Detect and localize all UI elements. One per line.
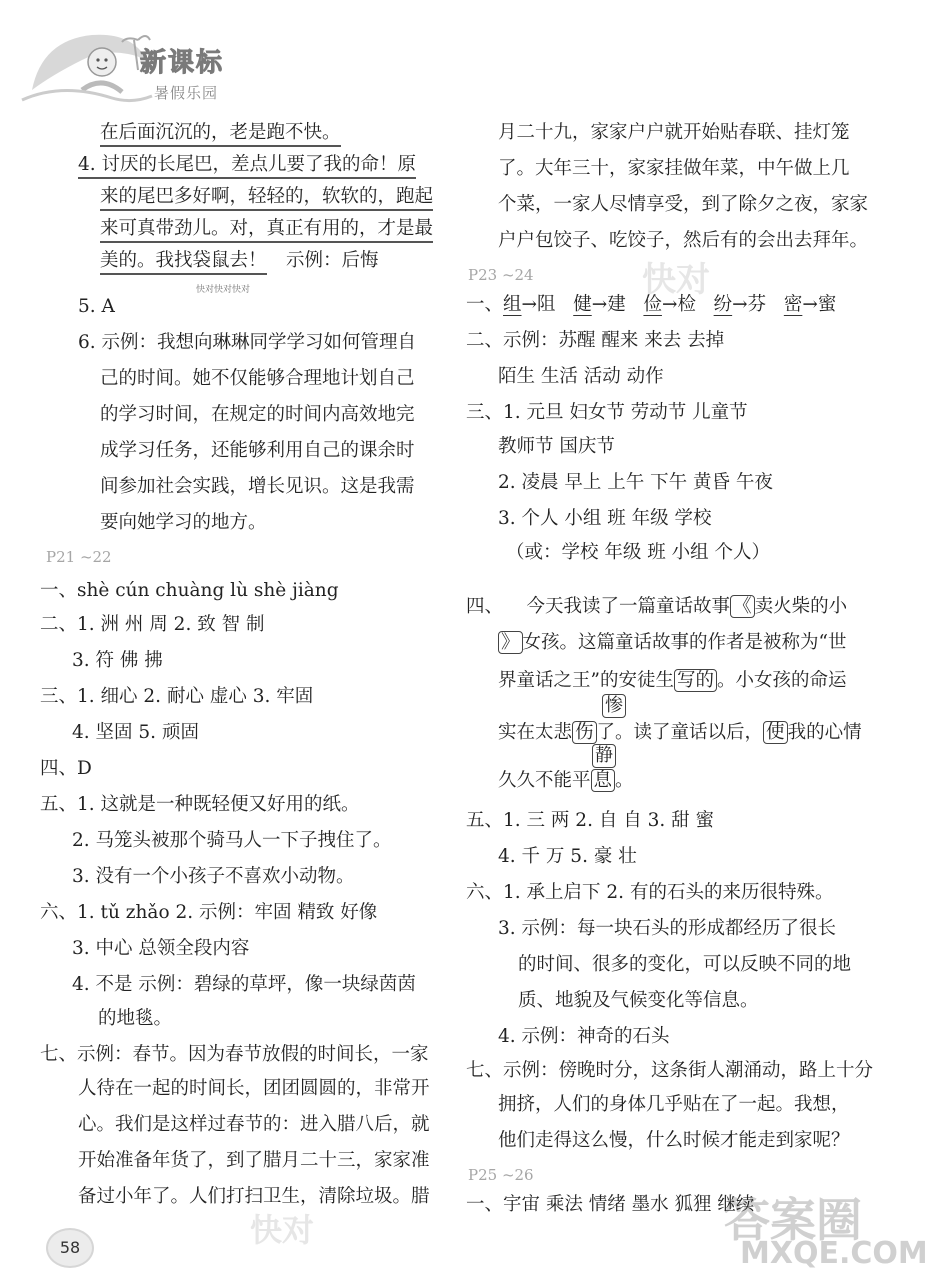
answer-line: 户户包饺子、吃饺子，然后有的会出去拜年。 [498,230,869,251]
answer-line: 在后面沉沉的，老是跑不快。 [100,120,341,146]
answer-line: 来可真带劲儿。对，真正有用的，才是最 [100,216,433,242]
answer-line: 质、地貌及气候变化等信息。 [518,990,759,1011]
q4-line: 界童话之王”的安徒生 写的 。小女孩的命运 [498,670,847,691]
answer-line: 美的。我找袋鼠去！ [100,248,267,274]
answer-line: 6. 示例：我想向琳琳同学学习如何管理自 [78,332,417,353]
answer-line: 的时间、很多的变化，可以反映不同的地 [518,954,852,975]
answer-line: 2. 马笼头被那个骑马人一下子拽住了。 [72,830,392,851]
answer-line: 五、1. 三 两 2. 自 自 3. 甜 蜜 [466,810,714,831]
answer-line: 了。大年三十，家家挂做年菜，中午做上几 [498,158,850,179]
answer-line: 七、示例：傍晚时分，这条街人潮涌动，路上十分 [466,1060,874,1081]
answer-line: 的地毯。 [98,1008,173,1029]
answer-line: 3. 没有一个小孩子不喜欢小动物。 [72,866,355,887]
section-header: P25 ~26 [468,1166,534,1184]
insert-mark: 惨 [602,694,626,718]
answer-line: 的学习时间，在规定的时间内高效地完 [100,404,415,425]
answer-line: 一、宇宙 乘法 情绪 墨水 狐狸 继续 [466,1194,755,1215]
section-header: P23 ~24 [468,266,534,284]
watermark-site-large: 答案圈 [724,1193,862,1247]
section-header: P21 ~22 [46,548,112,566]
answer-line: 备过小年了。人们打扫卫生，清除垃圾。腊 [78,1186,430,1207]
answer-line: 间参加社会实践，增长见识。这是我需 [100,476,415,497]
watermark-site-url: MXQE.COM [740,1236,928,1271]
answer-line: 人待在一起的时间长，团团圆圆的，非常开 [78,1078,430,1099]
answer-line: 3. 个人 小组 班 年级 学校 [498,508,712,529]
answer-line: 来的尾巴多好啊，轻轻的，软软的，跑起 [100,184,433,210]
answer-line: 2. 凌晨 早上 上午 下午 黄昏 午夜 [498,472,773,493]
answer-line: 一、shè cún chuàng lù shè jiàng [40,580,339,601]
answer-line: 教师节 国庆节 [498,436,615,457]
q4-line: 四、 今天我读了一篇童话故事 《 卖火柴的小 [466,596,848,617]
watermark-kuaidui-bottom: 快对 [250,1211,315,1249]
answer-line: （或：学校 年级 班 小组 个人） [506,542,771,563]
answer-line: 要向她学习的地方。 [100,512,267,533]
answer-line: 4. 讨厌的长尾巴，差点儿要了我的命！原 [78,152,416,178]
answer-line: 陌生 生活 活动 动作 [498,366,664,387]
answer-line: 六、1. tǔ zhǎo 2. 示例：牢固 精致 好像 [40,902,378,923]
answer-line: 他们走得这么慢，什么时候才能走到家呢？ [498,1130,850,1151]
answer-line: 3. 中心 总领全段内容 [72,938,250,959]
answer-line: 4. 示例：神奇的石头 [498,1026,670,1047]
q4-line: 实在太悲 伤 了。读了童话以后， 使 我的心情 [498,722,862,743]
q1-correction-line: 一、组→阻 健→建 俭→检 纷→芬 密→蜜 [466,294,837,315]
q4-line: 》 女孩。这篇童话故事的作者是被称为“世 [498,630,847,656]
answer-line: 4. 千 万 5. 豪 壮 [498,846,637,867]
answer-line: 三、1. 元旦 妇女节 劳动节 儿童节 [466,402,748,423]
insert-mark: 静 [592,744,616,768]
answer-line: 心。我们是这样过春节的：进入腊八后，就 [78,1114,430,1135]
answer-line: 4. 不是 示例：碧绿的草坪，像一块绿茵茵 [72,974,416,995]
answer-line: 六、1. 承上启下 2. 有的石头的来历很特殊。 [466,882,834,903]
answer-line: 七、示例：春节。因为春节放假的时间长，一家 [40,1044,429,1065]
answer-line: 拥挤，人们的身体几乎贴在了一起。我想， [498,1094,850,1115]
answer-line: 5. A [78,296,115,317]
brand-logo [22,20,252,110]
answer-line: 三、1. 细心 2. 耐心 虚心 3. 牢固 [40,686,314,707]
brand-title: 新课标 [140,48,225,78]
answer-line: 个菜，一家人尽情享受，到了除夕之夜，家家 [498,194,869,215]
answer-line: 示例：后悔 [286,250,379,271]
answer-line: 四、D [40,758,92,779]
mascot-icon [22,20,152,110]
answer-line: 二、1. 洲 州 周 2. 致 智 制 [40,614,265,635]
answer-line: 开始准备年货了，到了腊月二十三，家家准 [78,1150,430,1171]
answer-line: 3. 符 佛 拂 [72,650,163,671]
answer-line: 二、示例：苏醒 醒来 来去 去掉 [466,330,725,351]
watermark-kuaidui: 快对 [642,260,710,300]
watermark-small: 快对快对快对 [196,285,251,295]
answer-line: 五、1. 这就是一种既轻便又好用的纸。 [40,794,360,815]
answer-line: 己的时间。她不仅能够合理地计划自己 [100,368,415,389]
answer-line: 4. 坚固 5. 顽固 [72,722,199,743]
page-number: 58 [46,1228,94,1268]
answer-line: 成学习任务，还能够利用自己的课余时 [100,440,415,461]
brand-subtitle: 暑假乐园 [154,84,219,102]
q4-line: 久久不能平 息 。 [498,770,634,791]
answer-line: 3. 示例：每一块石头的形成都经历了很长 [498,918,837,939]
answer-line: 月二十九，家家户户就开始贴春联、挂灯笼 [498,122,850,143]
